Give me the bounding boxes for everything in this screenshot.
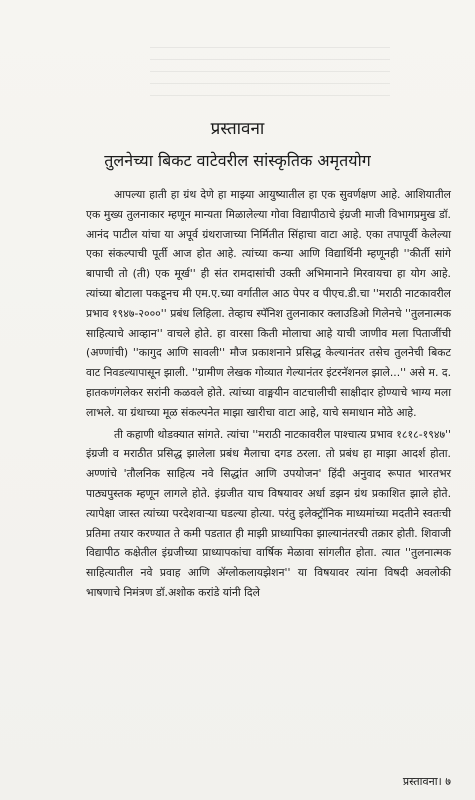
body-paragraph-2: ती कहाणी थोडक्यात सांगते. त्यांचा ''मराठी नाटकावरील पाश्चात्य प्रभाव १८१८-१९४७'' इंग्रजी व मराठीत प्रसिद्ध झालेला प्रबंध मैलाचा दगड ठरला. तो प्रबंध हा माझा आदर्श होता. अण्णांचे 'तौलनिक साहित्य नवे सिद्धांत आणि उपयोजन' हिंदी अनुवाद रूपात भारतभर पाठ्यपुस्तक म्हणून लागले होते. इंग्रजीत याच विषयावर अर्धा डझन ग्रंथ प्रकाशित झाले होते. त्यापेक्षा जास्त त्यांच्या परदेशवाऱ्या घडल्या होत्या. परंतु इलेक्ट्रॉनिक माध्यमांच्या मदतीने स्वतःची प्रतिमा तयार करण्यात ते कमी पडतात ही माझी प्राध्यापिका झाल्यानंतरची तक्रार होती. शिवाजी विद्यापीठ कक्षेतील इंग्रजीच्या प्राध्यापकांचा वार्षिक मेळावा सांगलीत होता. त्यात ''तुलनात्मक साहित्यातील नवे प्रवाह आणि ॲग्लोकलायझेशन'' या विषयावर त्यांना विषदी अवलोकी भाषणाचे निमंत्रण डॉ.अशोक करांडे यांनी दिले bbox=[86, 427, 451, 599]
page-footer: प्रस्तावना। ७ bbox=[402, 775, 451, 788]
body-paragraph-1: आपल्या हाती हा ग्रंथ देणे हा माझ्या आयुष्यातील हा एक सुवर्णक्षण आहे. आशियातील एक मुख्य तुलनाकार म्हणून मान्यता मिळालेल्या गोवा विद्यापीठाचे इंग्रजी माजी विभागप्रमुख डॉ. आनंद पाटील यांचा या अपूर्व ग्रंथराजाच्या निर्मितीत सिंहाचा वाटा आहे. एका तपापूर्वी केलेल्या एका संकल्पाची पूर्ती आज होत आहे. त्यांच्या कन्या आणि विद्यार्थिनी म्हणूनही ''कीर्ती सांगे बापाची तो (ती) एक मूर्ख'' ही संत रामदासांची उक्ती अभिमानाने मिरवायचा हा योग आहे. त्यांच्या बोटाला पकडूनच मी एम.ए.च्या वर्गातील आठ पेपर व पीएच.डी.चा ''मराठी नाटकावरील प्रभाव १९४७-२०००'' प्रबंध लिहिला. तेव्हाच स्पॅनिश तुलनाकार क्लाउडिओ गिलेनचे ''तुलनात्मक साहित्याचे आव्हान'' वाचले होते. हा वारसा किती मोलाचा आहे याची जाणीव मला पिताजींची (अण्णांची) ''कागुद आणि सावली'' मौज प्रकाशनाने प्रसिद्ध केल्यानंतर तसेच तुलनेची बिकट वाट निवडल्यापासून झाली. ''ग्रामीण लेखक गोव्यात गेल्यानंतर इंटरनॅशनल झाले...'' असे म. द. हातकणंगलेकर सरांनी कळवले होते. त्यांच्या वाङ्मयीन वाटचालीची साक्षीदार होण्याचे भाग्य मला लाभले. या ग्रंथाच्या मूळ संकल्पनेत माझा खारीचा वाटा आहे, याचे समाधान मोठे आहे. bbox=[86, 188, 451, 419]
page-title: प्रस्तावना bbox=[210, 119, 265, 139]
page-subtitle: तुलनेच्या बिकट वाटेवरील सांस्कृतिक अमृतयोग bbox=[104, 151, 371, 170]
document-body bbox=[86, 185, 451, 603]
show-through-bleed bbox=[150, 36, 390, 96]
